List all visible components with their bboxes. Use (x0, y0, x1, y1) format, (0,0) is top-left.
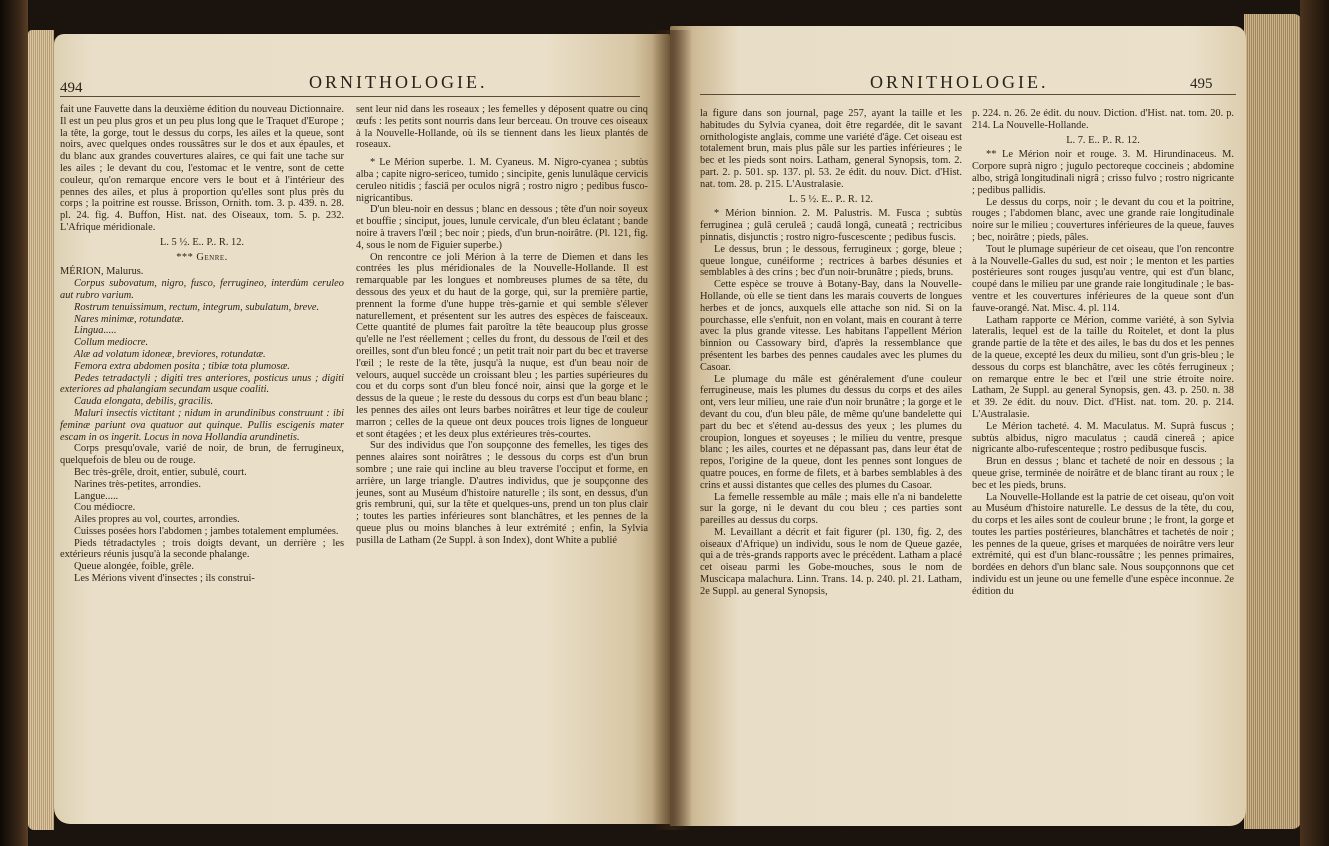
paragraph: sent leur nid dans les roseaux ; les femelles y déposent quatre ou cinq œufs : les petits sont nourris dans leur berceau. On trouve ces oiseaux à la Nouvelle-Hollande, où ils se tiennent dans les lieux plantés de roseaux. (356, 104, 648, 151)
latin-line: Lingua..... (74, 325, 117, 337)
paragraph: Brun en dessus ; blanc et tacheté de noir en dessous ; la queue grise, terminée de noirâtre et de blanc tirant au roux ; le bec et les pieds, bruns. (972, 456, 1234, 491)
latin-line: Femora extra abdomen posita ; tibiæ tota plumosæ. (74, 360, 290, 372)
left-column-1 (60, 104, 344, 585)
book-edge-shadow-left (0, 0, 28, 846)
paragraph: Cuisses posées hors l'abdomen ; jambes totalement emplumées. (74, 525, 339, 537)
paragraph: La Nouvelle-Hollande est la patrie de cet oiseau, qu'on voit au Muséum d'histoire naturelle. Le dessus de la tête, du cou, du corps et les ailes sont de couleur brune ; le front, la gorge et toutes les parties postérieures, blanchâtres et tachetés de noir ; les pennes de la queue, grises et marquées de noirâtre vers leur extrémité, qui est d'un blanc-roussâtre ; les pennes primaires, bordées en dehors d'un blanc sale. Nous soupçonnons que cet individu est un jeune ou une femelle d'une espèce inconnue. 2e édition du (972, 491, 1234, 597)
latin-line: Collum mediocre. (74, 337, 149, 349)
book-edge-shadow-right (1300, 0, 1329, 846)
right-column-2 (972, 108, 1234, 598)
paragraph: M. Levaillant a décrit et fait figurer (pl. 130, fig. 2, des oiseaux d'Afrique) un individu, sous le nom de Queue gazée, qui a de très-grands rapports avec le précédent. Latham a placé cet oiseau parmi les Gobe-mouches, sous le nom de Muscicapa malachura. Linn. Trans. 14. p. 240. pl. 21. Latham, 2e Suppl. au general Synopsis, (700, 526, 962, 597)
paragraph: D'un bleu-noir en dessus ; blanc en dessous ; tête d'un noir soyeux et bouffie ; sinciput, joues, lunule cervicale, d'un bleu éclatant ; bande noire à travers l'œil ; bec noir ; pieds, d'un brun-noirâtre. (Pl. 121, fig. 4, sous le nom de Figuier superbe.) (356, 204, 648, 251)
paragraph: Corps presqu'ovale, varié de noir, de brun, de ferrugineux, quelquefois de bleu ou de rouge. (60, 443, 344, 467)
page-number: 495 (1190, 76, 1213, 92)
paragraph: Cou médiocre. (74, 502, 136, 514)
measurement-line: L. 7. E.. P.. R. 12. (1066, 134, 1140, 146)
left-page (54, 34, 670, 824)
running-title: ORNITHOLOGIE. (870, 72, 1049, 92)
measurement-line: L. 5 ½. E.. P.. R. 12. (160, 236, 244, 248)
paragraph: Bec très-grêle, droit, entier, subulé, court. (74, 466, 247, 478)
latin-line: Cauda elongata, debilis, gracilis. (74, 396, 214, 408)
page-edges-right (1244, 14, 1302, 829)
genus-heading: *** Genre. (176, 251, 228, 263)
paragraph: La femelle ressemble au mâle ; mais elle n'a ni bandelette sur la gorge, ni le devant du cou bleu ; ces parties sont pareilles au dessus du corps. (700, 491, 962, 527)
paragraph: fait une Fauvette dans la deuxième édition du nouveau Dictionnaire. Il est un peu plus gros et un peu plus long que le Traquet d'Europe ; la tête, la gorge, tout le dessus du corps, les ailes et la queue, sont noirs, avec quelques ondes roussâtres sur le dos et aux épaules, et du blanc aux grandes couvertures alaires, ce qui fait une tache sur les ailes ; le devant du cou, l'estomac et le ventre, sont de cette couleur, qu'on remarque encore vers le bout et à l'intérieur des pennes des ailes, et plus à proportion qu'elles sont plus près du corps ; la poitrine est rousse. Brisson, Ornith. tom. 3. p. 439. n. 28. pl. 24. fig. 4. Buffon, Hist. nat. des Oiseaux, tom. 5. p. 232. L'Afrique méridionale. (60, 104, 344, 233)
paragraph: p. 224. n. 26. 2e édit. du nouv. Diction. d'Hist. nat. tom. 20. p. 214. La Nouvelle-Hollande. (972, 108, 1234, 131)
paragraph: Le dessus, brun ; le dessous, ferrugineux ; gorge, bleue ; queue longue, cunéiforme ; rectrices à barbes désunies et semblables à des crins ; bec d'un noir-brunâtre ; pieds, bruns. (700, 243, 962, 279)
paragraph: Pieds tétradactyles ; trois doigts devant, un derrière ; les extérieurs réunis jusqu'à la seconde phalange. (60, 537, 344, 561)
left-column-2 (356, 104, 648, 546)
latin-line: Rostrum tenuissimum, rectum, integrum, subulatum, breve. (74, 301, 320, 313)
paragraph: Tout le plumage supérieur de cet oiseau, que l'on rencontre à la Nouvelle-Galles du sud, est noir ; le menton et les parties postérieures sont rouges jusqu'au ventre, qui est d'un blanc, coupé dans le milieu par une grande raie longitudinale ; le bas-ventre et les couvertures inférieures de la queue sont d'un fauve-orangé. Nat. Misc. 4. pl. 114. (972, 243, 1234, 314)
genus-name: MÉRION, Malurus. (60, 266, 144, 278)
paragraph: Ailes propres au vol, courtes, arrondies. (74, 514, 240, 526)
header-rule (60, 96, 640, 97)
latin-line: Nares minimæ, rotundatæ. (74, 313, 185, 325)
paragraph: Le plumage du mâle est généralement d'une couleur ferrugineuse, mais les plumes du dessus du corps et des ailes ont, vers leur milieu, une raie d'un noir brunâtre ; la gorge et le devant du cou, d'un bleu pâle, de même qu'une bandelette qui part du bec et s'étend au-dessus des yeux ; les plumes du croupion, longues et soyeuses ; le milieu du ventre, presque blanc ; les ailes, courtes et ne dépassant pas, dans leur état de repos, l'origine de la queue, dont les pennes sont longues de quatre pouces, en forme de filets, et à barbes semblables à des crins et aussi distantes que celles des plumes du Casoar. (700, 373, 962, 491)
page-number: 494 (60, 80, 83, 96)
species-heading: * Mérion binnion. 2. M. Palustris. M. Fusca ; subtùs ferruginea ; gulâ ceruleâ ; caudâ longâ, cuneatâ ; rectricibus pinnatis, disjunctis ; rostro nigro-fuscescente ; pedibus fuscis. (700, 208, 962, 243)
running-title: ORNITHOLOGIE. (309, 72, 488, 92)
header-rule (700, 94, 1236, 95)
paragraph: Le dessus du corps, noir ; le devant du cou et la poitrine, rouges ; l'abdomen blanc, avec une grande raie longitudinale noire sur le milieu ; couvertures inférieures de la queue, fauves ; bec, noirâtre ; pieds, pâles. (972, 196, 1234, 243)
paragraph: Narines très-petites, arrondies. (74, 478, 201, 490)
latin-line: Pedes tetradactyli ; digiti tres anteriores, posticus unus ; digiti exteriores ad phalangiam secundam usque coaliti. (60, 372, 344, 396)
measurement-line: L. 5 ½. E.. P.. R. 12. (789, 193, 873, 205)
book-gutter (652, 30, 692, 830)
latin-line: Maluri insectis victitant ; nidum in arundinibus construunt : ibi feminæ pariunt ova quatuor aut quinque. Pullis escigenis mater escam in os ingerit. Locus in nova Hollandia arundinetis. (60, 407, 344, 443)
paragraph: Queue alongée, foible, grêle. (74, 561, 195, 573)
paragraph: Les Mérions vivent d'insectes ; ils construi- (74, 573, 255, 585)
latin-line: Alæ ad volatum idoneæ, breviores, rotundatæ. (74, 348, 266, 360)
paragraph: la figure dans son journal, page 257, ayant la taille et les habitudes du Sylvia cyanea, doit être regardée, dit le savant ornithologiste anglais, comme une variété d'âge. Cet oiseau est totalement brun, mais plus pâle sur les parties inférieures ; le bec et les pieds sont noirs. Latham, general Synopsis, tom. 2. part. 2. p. 501. sp. 137. pl. 53. 2e édit. du nouv. Dict. d'Hist. nat. tom. 28. p. 215. L'Australasie. (700, 108, 962, 190)
species-heading: * Le Mérion superbe. 1. M. Cyaneus. M. Nigro-cyanea ; subtùs alba ; capite nigro-sericeo, tumido ; sincipite, genis lunulâque cervicis ceruleo nitidis ; fasciâ per oculos nigrâ ; rostro nigro ; pedibus fusco-nigricantibus. (356, 157, 648, 204)
page-edges-left (28, 30, 54, 830)
species-heading: Le Mérion tacheté. 4. M. Maculatus. M. Suprà fuscus ; subtùs albidus, nigro maculatus ; caudâ cinereâ ; apice nigricante albo-rufescenteque ; rostro pedibusque fuscis. (972, 420, 1234, 456)
paragraph: Cette espèce se trouve à Botany-Bay, dans la Nouvelle-Hollande, où elle se tient dans les marais couverts de longues herbes et de joncs, auxquels elle attache son nid. Si on la pourchasse, elle s'enfuit, non en volant, mais en courant à terre avec la plus grande vitesse. Les habitans l'appellent Mérion binnion ou Cassowary bird, d'après la ressemblance que présentent les barbes des pennes caudales avec les plumes du Casoar. (700, 279, 962, 373)
latin-line: Corpus subovatum, nigro, fusco, ferrugineo, interdùm ceruleo aut rubro varium. (60, 278, 344, 301)
paragraph: Latham rapporte ce Mérion, comme variété, à son Sylvia lateralis, lequel est de la taille du Roitelet, et dont la plus grande partie de la tête et des ailes, le bas du dos et les pennes de la queue, excepté les deux du milieu, sont d'un gris-bleu ; le dessous du corps est blanchâtre, avec les côtés ferrugineux ; on remarque entre le bec et l'œil une strie étroite noire. Latham, 2e Suppl. au general Synopsis, gen. 43. p. 250. n. 38 et 39. 2e édit. du nouv. Dict. d'Hist. nat. tom. 20. p. 214. L'Australasie. (972, 314, 1234, 420)
paragraph: Sur des individus que l'on soupçonne des femelles, les tiges des pennes alaires sont noirâtres ; le dessous du corps est d'un brun sombre ; une raie qui incline au bleu traverse l'occiput et forme, en arrière, un large triangle. D'autres individus, que je soupçonne des jeunes, sont au Muséum d'histoire naturelle ; ils sont, en dessus, d'un gris rembruni, qui, sur la tête et quelques-uns, prend un ton plus clair ; toutes les parties inférieures sont blanchâtres, et les pennes de la queue plus ou moins blanches à leur extrémité ; enfin, la Sylvia pusilla de Latham (2e Suppl. à son Index), dont White a publié (356, 440, 648, 546)
paragraph: On rencontre ce joli Mérion à la terre de Diemen et dans les contrées les plus méridionales de la Nouvelle-Hollande. Il est remarquable par les longues et nombreuses plumes de sa tête, du dessous des yeux et du haut de la gorge, qui, sur la première partie, prennent la forme d'une huppe très-garnie et qui semble s'élever naturellement, et présentent sur les autres des espèces de faisceaux. Cette quantité de plumes fait paroître la tête beaucoup plus grosse qu'elle ne l'est réellement ; celles du front, du dessous de l'œil et des oreilles, sont d'un bleu foncé ; un petit trait noir part du bec et traverse l'œil ; le reste de la tête, jusqu'à la nuque, est d'un beau noir de velours, auquel succède un croissant bleu ; les parties supérieures du cou et du corps sont d'un bleu foncé noir, ainsi que la gorge et le dessus de la queue ; le reste du dessous du corps est d'un beau blanc ; les pennes des ailes ont leurs barbes noirâtres et leur tige de couleur marron ; celles de la queue ont deux pouces trois lignes de longueur et sont étagées ; et les deux plus extérieures très-courtes. (356, 251, 648, 440)
right-page (670, 26, 1246, 826)
right-column-1 (700, 108, 962, 598)
paragraph: Langue..... (74, 490, 119, 502)
species-heading: ** Le Mérion noir et rouge. 3. M. Hirundinaceus. M. Corpore suprà nigro ; jugulo pectoreque coccineis ; abdomine albo, strigâ longitudinali nigrâ ; crisso fulvo ; rostro nigricante ; pedibus pallidis. (972, 149, 1234, 196)
